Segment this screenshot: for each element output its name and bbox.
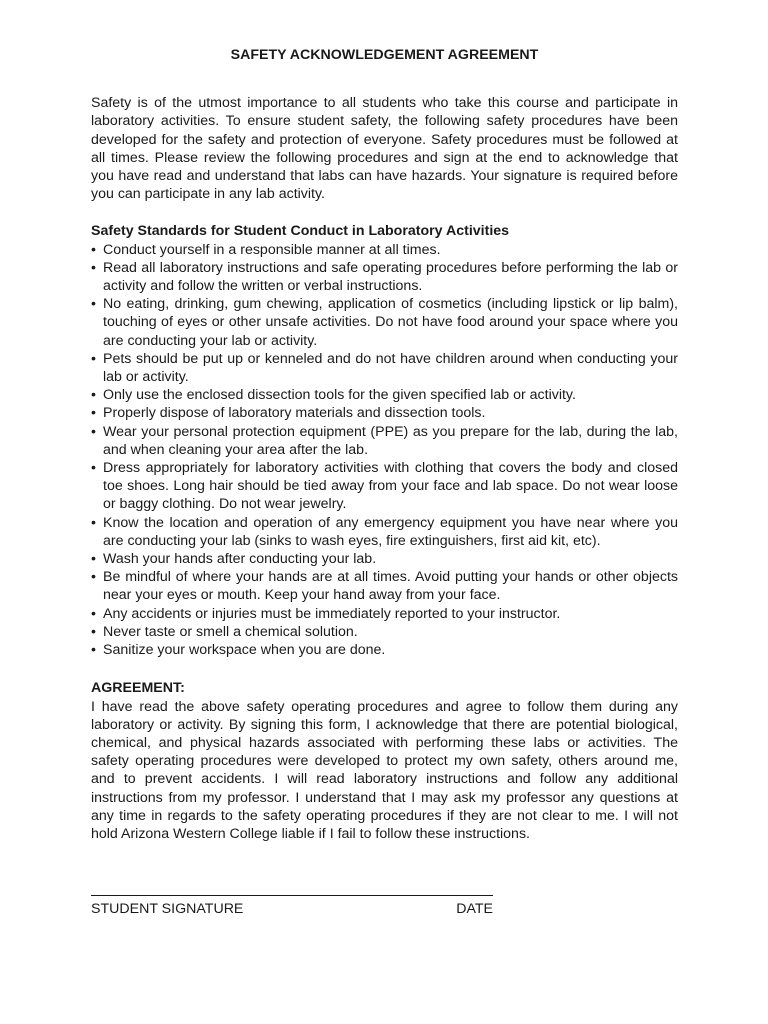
agreement-heading: AGREEMENT:: [91, 680, 185, 697]
rule-text: Never taste or smell a chemical solution.: [103, 623, 358, 640]
list-item: [91, 241, 678, 259]
list-item: [91, 514, 678, 550]
list-item: [91, 295, 678, 350]
list-item: [91, 550, 678, 568]
list-item: [91, 641, 678, 659]
list-item: [91, 386, 678, 404]
bullet-icon: •: [91, 423, 96, 440]
agreement-paragraph: I have read the above safety operating procedures and agree to follow them during any laboratory or activity. By signing this form, I acknowledge that there are potential biological, chemical, and physical hazards associated with performing these labs or activities. The safety operating procedures were developed to protect my own safety, others around me, and to prevent accidents. I will read laboratory instructions and follow any additional instructions from my professor. I understand that I may ask my professor any questions at any time in regards to the safety operating procedures if they are not clear to me. I will not hold Arizona Western College liable if I fail to follow these instructions.: [91, 698, 678, 842]
bullet-icon: •: [91, 296, 96, 313]
rule-text: No eating, drinking, gum chewing, application of cosmetics (including lipstick or lip balm), touching of eyes or other unsafe activities. Do not have food around your space where you are conducting your lab or activity.: [103, 296, 678, 349]
list-item: [91, 350, 678, 386]
document-page: [91, 46, 678, 843]
rule-text: Read all laboratory instructions and safe operating procedures before performing the lab or activity and follow the written or verbal instructions.: [103, 259, 678, 295]
bullet-icon: •: [91, 241, 96, 258]
bullet-icon: •: [91, 605, 96, 622]
rule-text: Know the location and operation of any emergency equipment you have near where you are conducting your lab (sinks to wash eyes, fire extinguishers, first aid kit, etc).: [103, 514, 678, 549]
date-label: DATE: [456, 901, 493, 917]
rule-text: Sanitize your workspace when you are done.: [103, 642, 386, 659]
list-item: [91, 623, 678, 641]
bullet-icon: •: [91, 551, 96, 568]
rule-text: Dress appropriately for laboratory activities with clothing that covers the body and closed toe shoes. Long hair should be tied away from your face and lab space. Do not wear loose or baggy clothing. Do not wear jewelry.: [103, 460, 678, 513]
bullet-icon: •: [91, 405, 96, 422]
bullet-icon: •: [91, 623, 96, 640]
rule-text: Wear your personal protection equipment (PPE) as you prepare for the lab, during the lab, and when cleaning your area after the lab.: [103, 423, 678, 458]
rule-text: Be mindful of where your hands are at all times. Avoid putting your hands or other objects near your eyes or mouth. Keep your hand away from your face.: [103, 569, 678, 604]
signature-labels: [91, 900, 493, 918]
bullet-icon: •: [91, 350, 96, 367]
bullet-icon: •: [91, 259, 96, 276]
bullet-icon: •: [91, 569, 96, 586]
rule-text: Only use the enclosed dissection tools for the given specified lab or activity.: [103, 387, 576, 404]
list-item: [91, 459, 678, 514]
standards-heading: Safety Standards for Student Conduct in Laboratory Activities: [91, 223, 510, 240]
rule-text: Wash your hands after conducting your lab.: [103, 551, 377, 568]
bullet-icon: •: [91, 460, 96, 477]
rule-text: Conduct yourself in a responsible manner at all times.: [103, 241, 441, 258]
rule-text: Pets should be put up or kenneled and do not have children around when conducting your lab or activity.: [103, 350, 678, 386]
list-item: [91, 423, 678, 459]
rule-text: Any accidents or injuries must be immediately reported to your instructor.: [103, 605, 561, 622]
list-item: [91, 605, 678, 623]
list-item: [91, 568, 678, 604]
document-title: SAFETY ACKNOWLEDGEMENT AGREEMENT: [230, 47, 539, 63]
rule-text: Properly dispose of laboratory materials and dissection tools.: [103, 405, 486, 422]
list-item: [91, 259, 678, 295]
signature-line[interactable]: [91, 895, 493, 896]
bullet-icon: •: [91, 642, 96, 659]
signature-block: [91, 895, 493, 918]
bullet-icon: •: [91, 514, 96, 531]
list-item: [91, 404, 678, 422]
safety-rules-list: [91, 241, 678, 660]
intro-paragraph: Safety is of the utmost importance to all students who take this course and participate in laboratory activities. To ensure student safety, the following safety procedures have been developed for the safety and protection of everyone. Safety procedures must be followed at all times. Please review the following procedures and sign at the end to acknowledge that you have read and understand that labs can have hazards. Your signature is required before you can participate in any lab activity.: [91, 95, 678, 203]
student-signature-label: STUDENT SIGNATURE: [91, 901, 244, 917]
bullet-icon: •: [91, 387, 96, 404]
